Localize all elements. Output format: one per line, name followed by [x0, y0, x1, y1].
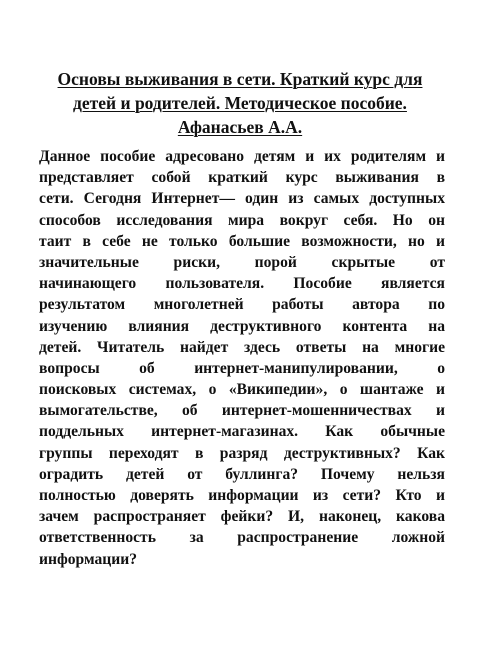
paragraph-line: способов исследования мира вокруг себя. Но он [39, 211, 445, 229]
paragraph-line: вымогательстве, об интернет-мошенничествах и [39, 402, 445, 420]
paragraph-line: детей. Читатель найдет здесь ответы на многие [39, 338, 445, 356]
paragraph-line: зачем распространяет фейки? И, наконец, какова [39, 508, 445, 526]
paragraph-line: оградить детей от буллинга? Почему нельзя [39, 465, 445, 483]
paragraph-line-last: информации? [39, 550, 138, 568]
paragraph-line: представляет собой краткий курс выживания в [39, 169, 445, 187]
paragraph-line: таит в себе не только большие возможности, но и [39, 232, 445, 250]
title-line-1: Основы выживания в сети. Краткий курс для [57, 69, 423, 89]
paragraph-line: Данное пособие адресовано детям и их родителям и [39, 148, 445, 165]
paragraph-line: результатом многолетней работы автора по [39, 296, 445, 314]
paragraph-line: группы переходят в разряд деструктивных? Как [39, 444, 445, 462]
paragraph-line: ответственность за распространение ложной [39, 529, 445, 547]
paragraph-line: полностью доверять информации из сети? Кто и [39, 487, 445, 504]
title-line-2: детей и родителей. Методическое пособие. [73, 93, 407, 113]
paragraph-line: поддельных интернет-магазинах. Как обычные [39, 423, 445, 441]
paragraph-line: сети. Сегодня Интернет— один из самых доступных [39, 190, 445, 208]
annotation-paragraph [39, 146, 445, 570]
paragraph-line: значительные риски, порой скрытые от [39, 253, 445, 271]
paragraph-line: поисковых системах, о «Википедии», о шантаже и [39, 381, 445, 399]
paragraph-line: изучению влияния деструктивного контента на [39, 317, 445, 335]
document-title [30, 67, 450, 139]
title-author: Афанасьев А.А. [177, 117, 303, 137]
paragraph-line: вопросы об интернет-манипулировании, о [39, 359, 445, 377]
paragraph-line: начинающего пользователя. Пособие является [39, 275, 445, 293]
